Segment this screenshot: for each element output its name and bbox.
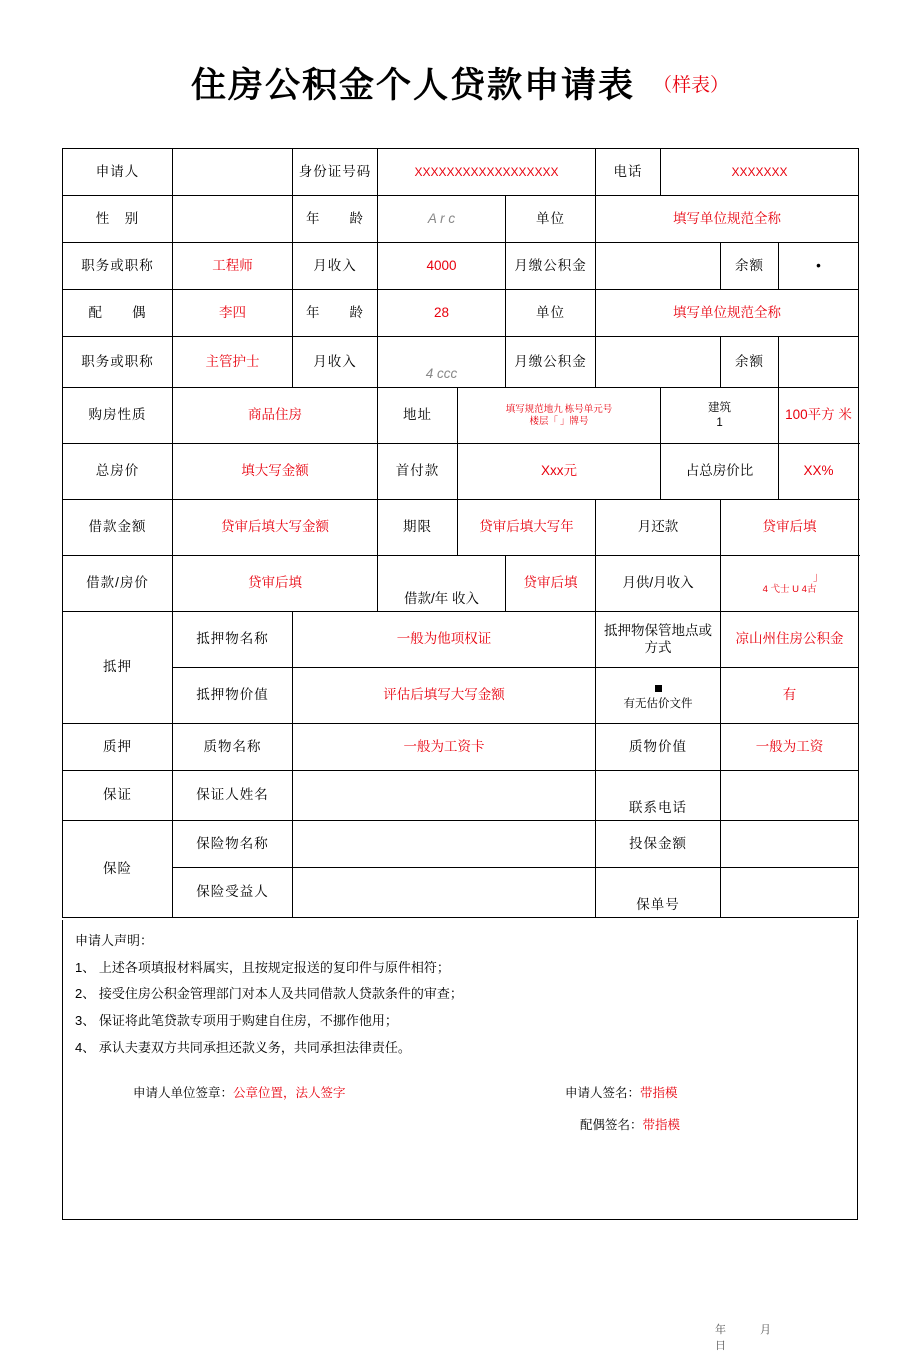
value-appraisal-doc[interactable]: 有 [721,668,859,724]
table-row-mortgage-name [63,612,859,668]
value-spouse-employer[interactable]: 填写单位规范全称 [596,290,859,337]
label-employer: 单位 [506,196,596,243]
date-line: 年月日 [715,1324,805,1353]
label-guarantee-group: 保证 [63,771,173,821]
applicant-signature-label: 申请人签名： [565,1086,641,1101]
declaration-item-1: 1、 上述各项填报材料属实，且按规定报送的复印件与原件相符； [75,959,450,975]
label-term: 期限 [378,500,458,556]
value-spouse-position[interactable]: 主管护士 [173,337,293,388]
label-phone: 电话 [596,149,661,196]
label-monthly-income: 月收入 [293,243,378,290]
label-pledge-group: 质押 [63,724,173,771]
value-price-ratio[interactable]: XX% [779,444,859,500]
address-part-3: 楼层「 [529,415,559,427]
label-spouse-income: 月收入 [293,337,378,388]
label-price-ratio: 占总房价比 [661,444,779,500]
value-loan-amount[interactable]: 贷审后填大写金额 [173,500,378,556]
label-building-area: 建筑 [708,402,732,415]
declaration-block [62,920,858,1353]
label-guarantor-name: 保证人姓名 [173,771,293,821]
spouse-signature-label: 配偶签名： [580,1118,643,1133]
label-mortgage-item-name: 抵押物名称 [173,612,293,668]
declaration-item-3: 3、 保证将此笔贷款专项用于购建自住房，不挪作他用； [75,1012,398,1028]
table-row-insurance-beneficiary [63,868,859,918]
value-house-nature[interactable]: 商品住房 [173,388,378,444]
title-sample-text: （样表） [653,75,730,96]
value-gender[interactable] [173,196,293,243]
label-spouse-age: 年 龄 [293,290,378,337]
applicant-signature-line [565,1083,678,1101]
address-part-4: 」牌号 [560,415,589,427]
table-row-loan-amount [63,500,859,556]
label-down-payment: 首付款 [378,444,458,500]
value-employer[interactable]: 填写单位规范全称 [596,196,859,243]
applicant-signature-value[interactable]: 带指模 [640,1086,678,1101]
label-loan-to-income: 借款/年 收入 [378,556,506,612]
checkbox-appraisal-doc[interactable] [600,680,716,697]
table-row-house-type [63,388,859,444]
table-row-spouse-position [63,337,859,388]
table-row-loan-ratio [63,556,859,612]
label-balance: 余额 [721,243,779,290]
value-building-area[interactable]: 1 [716,416,723,429]
value-policy-number[interactable] [721,868,859,918]
label-gender: 性 别 [63,196,173,243]
label-address: 地址 [378,388,458,444]
value-pledge-item-name[interactable]: 一般为工资卡 [293,724,596,771]
value-payment-to-income-mark: 」 [813,571,825,584]
company-signature-line [133,1083,346,1101]
label-pledge-item-name: 质物名称 [173,724,293,771]
value-loan-to-income[interactable]: 贷审后填 [506,556,596,612]
label-spouse-employer: 单位 [506,290,596,337]
value-monthly-income[interactable]: 4000 [378,243,506,290]
value-balance[interactable]: • [779,243,859,290]
label-appraisal-doc-cell [596,668,721,724]
value-mortgage-storage[interactable]: 凉山州住房公积金 [721,612,859,668]
label-appraisal-doc: 有无估价文件 [623,697,693,710]
label-id-number: 身份证号码 [293,149,378,196]
value-payment-to-income-text: 4 弋士 U 4古 [762,584,817,596]
label-loan-amount: 借款金额 [63,500,173,556]
table-row-pledge [63,724,859,771]
address-part-1: 填写规范地九 [505,404,563,416]
title-main-text: 住房公积金个人贷款申请表 [190,66,635,105]
table-row-insurance-name [63,821,859,868]
value-area-size[interactable]: 100平方 米 [779,388,859,444]
label-loan-to-price: 借款/房价 [63,556,173,612]
table-row-guarantee [63,771,859,821]
value-address[interactable] [458,388,661,444]
value-guarantor-name[interactable] [293,771,596,821]
loan-application-table [62,148,859,918]
label-mortgage-value: 抵押物价值 [173,668,293,724]
company-signature-value[interactable]: 公章位置，法人签字 [233,1086,346,1101]
value-guarantor-phone[interactable] [721,771,859,821]
value-position[interactable]: 工程师 [173,243,293,290]
value-mortgage-item-name[interactable]: 一般为他项权证 [293,612,596,668]
value-insurance-item-name[interactable] [293,821,596,868]
label-monthly-fund: 月缴公积金 [506,243,596,290]
company-signature-label: 申请人单位签章： [133,1086,234,1101]
value-spouse-balance[interactable] [779,337,859,388]
value-spouse-income[interactable]: 4 ccc [378,337,506,388]
page-title [0,58,920,108]
value-insured-amount[interactable] [721,821,859,868]
label-house-nature: 购房性质 [63,388,173,444]
value-spouse-monthly-fund[interactable] [596,337,721,388]
table-row-mortgage-value [63,668,859,724]
value-down-payment[interactable]: Xxx元 [458,444,661,500]
label-insurance-group: 保险 [63,821,173,918]
label-insured-amount: 投保金额 [596,821,721,868]
value-applicant[interactable] [173,149,293,196]
value-phone[interactable]: XXXXXXX [661,149,859,196]
value-pledge-value[interactable]: 一般为工资 [721,724,859,771]
table-row-total-price [63,444,859,500]
label-spouse-monthly-fund: 月缴公积金 [506,337,596,388]
label-pledge-value: 质物价值 [596,724,721,771]
label-spouse-balance: 余额 [721,337,779,388]
value-insurance-beneficiary[interactable] [293,868,596,918]
declaration-heading: 申请人声明： [75,933,154,948]
label-position: 职务或职称 [63,243,173,290]
value-id-number[interactable]: XXXXXXXXXXXXXXXXXX [378,149,596,196]
value-loan-to-price[interactable]: 贷审后填 [173,556,378,612]
value-mortgage-value[interactable]: 评估后填写大写金额 [293,668,596,724]
spouse-signature-value[interactable]: 带指模 [642,1118,681,1133]
label-policy-number: 保单号 [596,868,721,918]
table-row-applicant [63,149,859,196]
label-mortgage-group: 抵押 [63,612,173,724]
spouse-signature-line [580,1115,680,1133]
address-part-2: 栋号单元号 [564,404,613,416]
label-spouse-position: 职务或职称 [63,337,173,388]
value-age[interactable]: A r c [378,196,506,243]
value-spouse[interactable]: 李四 [173,290,293,337]
value-spouse-age[interactable]: 28 [378,290,506,337]
label-spouse: 配 偶 [63,290,173,337]
label-insurance-item-name: 保险物名称 [173,821,293,868]
label-insurance-beneficiary: 保险受益人 [173,868,293,918]
value-monthly-fund[interactable] [596,243,721,290]
value-monthly-repayment[interactable]: 贷审后填 [721,500,859,556]
label-mortgage-storage: 抵押物保管地点或方式 [596,612,721,668]
label-total-price: 总房价 [63,444,173,500]
table-row-position [63,243,859,290]
table-row-gender [63,196,859,243]
area-cell [661,388,779,444]
label-guarantor-phone: 联系电话 [596,771,721,821]
table-row-spouse [63,290,859,337]
label-payment-to-income: 月供/月收入 [596,556,721,612]
value-payment-to-income[interactable] [721,556,859,612]
label-monthly-repayment: 月还款 [596,500,721,556]
label-applicant: 申请人 [63,149,173,196]
label-age: 年 龄 [293,196,378,243]
declaration-item-2: 2、 接受住房公积金管理部门对本人及共同借款人贷款条件的审查； [75,986,463,1002]
value-total-price[interactable]: 填大写金额 [173,444,378,500]
declaration-item-4: 4、 承认夫妻双方共同承担还款义务，共同承担法律责任。 [75,1039,411,1055]
value-term[interactable]: 贷审后填大写年 [458,500,596,556]
